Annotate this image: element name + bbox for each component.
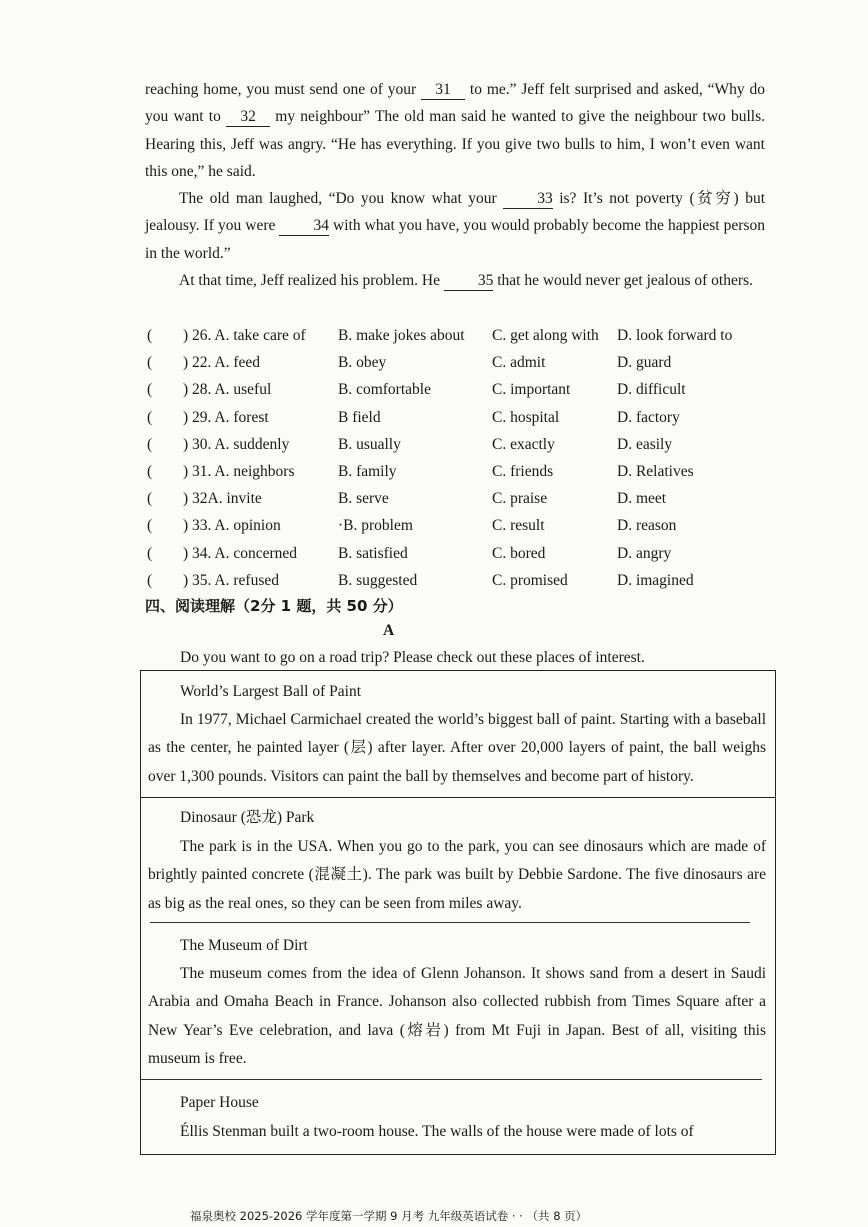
option-a: ) 28. A. useful [183, 381, 272, 399]
blank-31: 31 [421, 81, 465, 100]
passage-text: my neighbour” The old man said he wanted to give the neighbour two bulls. Hearing this, Jeff was angry. “He has everything. If you give two bulls to him, I won’t even want this one,” he said. [145, 108, 766, 181]
answer-paren: ( [147, 517, 153, 535]
option-c: C. bored [492, 544, 546, 562]
place-title: The Museum of Dirt [180, 937, 308, 954]
passage-text: to me.” Jeff felt surprised and asked, “Why do you want to [145, 81, 765, 126]
option-row [145, 322, 785, 349]
option-b: B. serve [338, 490, 389, 508]
option-b: B. usually [338, 435, 401, 453]
place-text: The park is in the USA. When you go to the park, you can see dinosaurs which are made of brightly painted concrete (混凝土). The park was built by Debbie Sardone. The five dinosaurs are as big as the real ones, so they can be seen from miles away. [148, 838, 766, 912]
option-c: C. exactly [492, 435, 555, 453]
option-a: ) 30. A. suddenly [183, 435, 290, 453]
blank-34: 34 [279, 217, 329, 236]
answer-paren: ( [147, 381, 153, 399]
passage-letter: A [383, 622, 395, 639]
option-row [145, 485, 785, 512]
option-c: C. get along with [492, 327, 599, 344]
answer-paren: ( [147, 462, 153, 480]
answer-paren: ( [147, 408, 153, 426]
answer-paren: ( [147, 435, 153, 453]
passage-paragraph-3 [145, 267, 765, 294]
answer-paren: ( [147, 354, 153, 372]
passage-text: that he would never get jealous of others. [493, 272, 753, 289]
place-title: Dinosaur (恐龙) Park [180, 809, 315, 826]
place-text: The museum comes from the idea of Glenn Johanson. It shows sand from a desert in Saudi Arabia and Omaha Beach in France. Johanson also collected rubbish from Times Square after a New Year’s Eve celebration, and lava (熔岩) from Mt Fuji in Japan. Best of all, visiting this museum is free. [148, 965, 766, 1067]
option-c: C. important [492, 381, 571, 399]
option-a: ) 33. A. opinion [183, 517, 281, 535]
option-b: B. satisfied [338, 544, 408, 562]
place-text: Éllis Stenman built a two-room house. The walls of the house were made of lots of [180, 1123, 694, 1140]
passage-text: reaching home, you must send one of your [145, 81, 422, 98]
answer-paren: ( [147, 571, 153, 589]
option-d: D. Relatives [617, 462, 694, 480]
option-d: D. easily [617, 435, 673, 453]
option-row [145, 567, 785, 594]
option-d: D. difficult [617, 381, 686, 399]
passage-text: with what you have, you would probably become the happiest person in the world.” [145, 217, 765, 262]
option-b: B field [338, 408, 381, 426]
option-row [145, 540, 785, 567]
option-d: D. look forward to [617, 327, 733, 344]
option-d: D. guard [617, 354, 672, 372]
option-b: ·B. problem [338, 517, 413, 535]
option-row [145, 431, 785, 458]
option-b: B. family [338, 462, 397, 480]
section-heading: 四、阅读理解（2分 1 题，共 50 分） [145, 597, 403, 615]
passage-paragraph-1 [145, 76, 765, 186]
option-c: C. promised [492, 571, 568, 589]
option-d: D. factory [617, 408, 680, 426]
option-d: D. angry [617, 544, 672, 562]
option-d: D. meet [617, 490, 667, 508]
option-b: B. make jokes about [338, 327, 465, 344]
option-row [145, 512, 785, 539]
option-row [145, 458, 785, 485]
blank-35: 35 [444, 272, 494, 291]
option-b: B. comfortable [338, 381, 431, 399]
passage-paragraph-2 [145, 185, 765, 267]
place-text: In 1977, Michael Carmichael created the world’s biggest ball of paint. Starting with a baseball as the center, he painted layer (层) after layer. After over 20,000 layers of paint, the ball weighs over 1,300 pounds. Visitors can paint the ball by themselves and become part of history. [148, 711, 766, 785]
blank-32: 32 [226, 108, 270, 127]
passage-intro: Do you want to go on a road trip? Please check out these places of interest. [180, 649, 645, 666]
place-title: Paper House [180, 1094, 259, 1111]
answer-paren: ( [147, 327, 153, 344]
option-d: D. imagined [617, 571, 694, 589]
option-c: C. praise [492, 490, 548, 508]
option-a: ) 26. A. take care of [183, 327, 306, 344]
option-row [145, 404, 785, 431]
option-a: ) 32A. invite [183, 490, 262, 508]
option-c: C. admit [492, 354, 546, 372]
passage-text: The old man laughed, “Do you know what your [179, 190, 504, 207]
option-a: ) 31. A. neighbors [183, 462, 295, 480]
page-footer: 福泉奥校 2025-2026 学年度第一学期 9 月考 九年级英语试卷 · · （共 8 页） [190, 1209, 588, 1223]
option-a: ) 22. A. feed [183, 354, 261, 372]
passage-text: is? It’s not poverty (贫穷) but jealousy. If you were [145, 190, 765, 235]
option-b: B. suggested [338, 571, 418, 589]
passage-text: At that time, Jeff realized his problem. He [179, 272, 444, 289]
option-row [145, 376, 785, 403]
option-row [145, 349, 785, 376]
place-title: World’s Largest Ball of Paint [180, 683, 361, 700]
option-a: ) 29. A. forest [183, 408, 269, 426]
option-a: ) 34. A. concerned [183, 544, 298, 562]
option-a: ) 35. A. refused [183, 571, 279, 589]
option-d: D. reason [617, 517, 677, 535]
answer-paren: ( [147, 490, 153, 508]
option-c: C. friends [492, 462, 554, 480]
answer-paren: ( [147, 544, 153, 562]
option-c: C. result [492, 517, 545, 535]
answer-options [145, 322, 785, 594]
option-c: C. hospital [492, 408, 560, 426]
blank-33: 33 [503, 190, 553, 209]
option-b: B. obey [338, 354, 387, 372]
